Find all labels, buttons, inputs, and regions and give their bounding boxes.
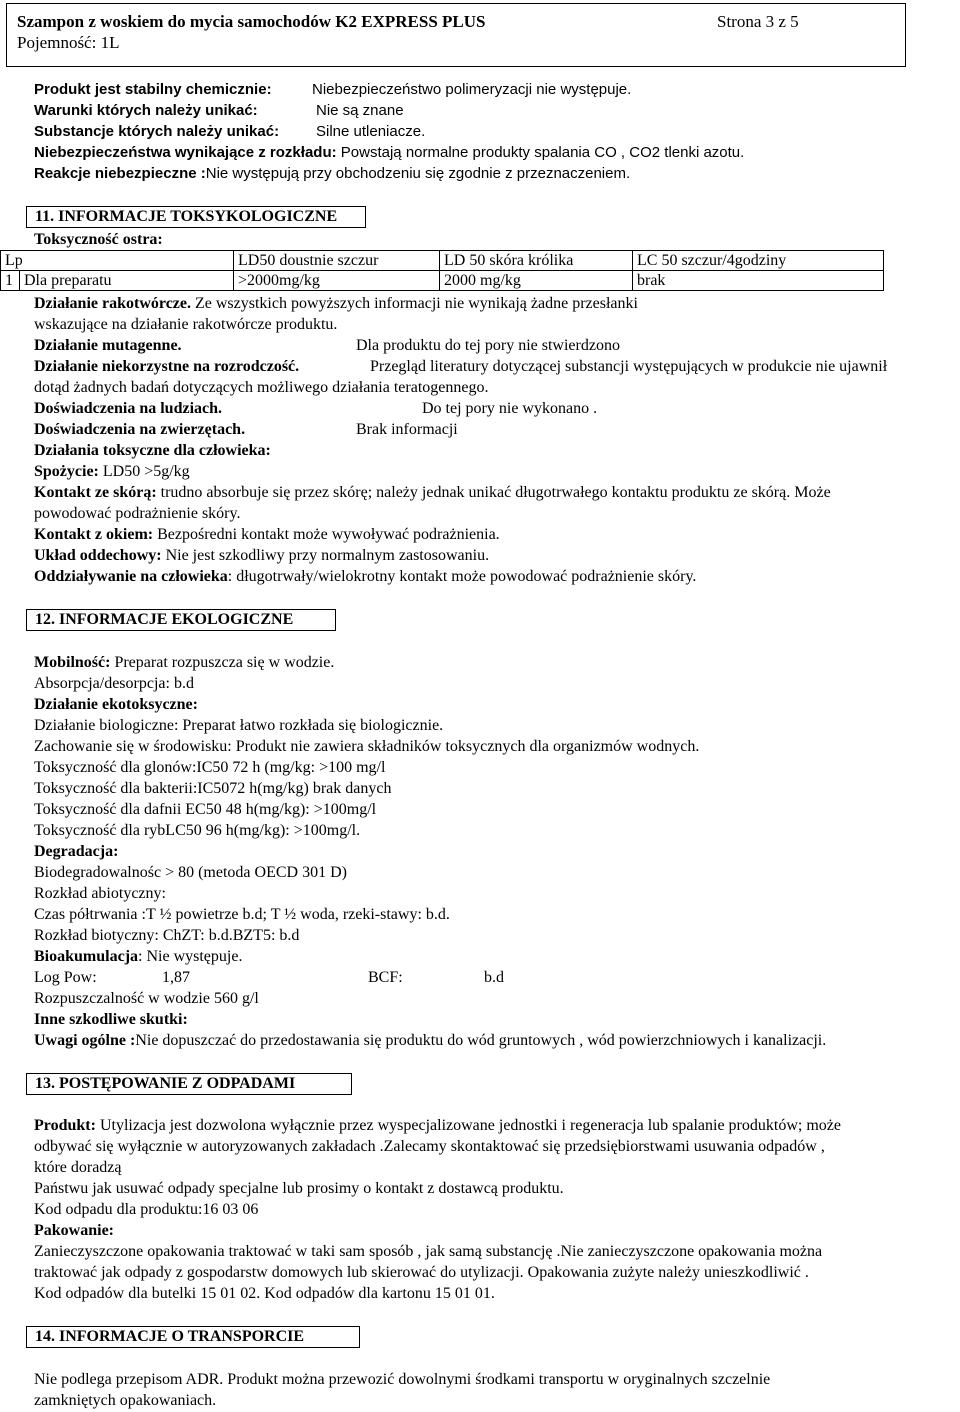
human-toxic-effects-label: Działania toksyczne dla człowieka: — [34, 442, 271, 459]
biological-effect: Działanie biologiczne: Preparat łatwo rozkłada się biologicznie. — [34, 717, 444, 734]
fish-toxicity: Toksyczność dla rybLC50 96 h(mg/kg): >100mg/l. — [34, 822, 361, 839]
waste-code: Kod odpadu dla produktu:16 03 06 — [34, 1201, 259, 1218]
decomposition-label: Niebezpieczeństwa wynikające z rozkładu: — [34, 144, 337, 161]
packaging-text-2: traktować jak odpady z gospodarstw domowych lub skierować do utylizacji. Opakowania zużyte należy unieszkodliwić . — [34, 1264, 809, 1281]
ecotoxic-label: Działanie ekotoksyczne: — [34, 696, 198, 713]
table-row — [1, 271, 884, 291]
packaging-text-1: Zanieczyszczone opakowania traktować w taki sam sposób , jak samą substancję .Nie zanieczyszczone opakowania można — [34, 1243, 823, 1260]
reactions-value: Nie występują przy obchodzeniu się zgodnie z przeznaczeniem. — [205, 165, 631, 182]
respiratory-value: Nie jest szkodliwy przy normalnym zastosowaniu. — [161, 547, 490, 564]
stability-value: Niebezpieczeństwo polimeryzacji nie występuje. — [312, 81, 632, 98]
bioaccumulation-line — [34, 947, 242, 967]
skin-contact-value: trudno absorbuje się przez skórę; należy jednak unikać długotrwałego kontaktu produktu ze skórą. Może — [156, 484, 831, 501]
packaging-text-3: Kod odpadów dla butelki 15 01 02. Kod odpadów dla kartonu 15 01 01. — [34, 1285, 495, 1302]
water-solubility: Rozpuszczalność w wodzie 560 g/l — [34, 990, 259, 1007]
section-13-title: 13. POSTĘPOWANIE Z ODPADAMI — [26, 1073, 352, 1095]
animal-experience-value: Brak informacji — [356, 421, 458, 438]
general-remarks-value: Nie dopuszczać do przedostawania się produktu do wód gruntowych , wód powierzchniowych i kanalizacji. — [135, 1032, 827, 1049]
absorption: Absorpcja/desorpcja: b.d — [34, 675, 194, 692]
skin-contact-value-2: powodować podrażnienie skóry. — [34, 505, 241, 522]
stability-label: Produkt jest stabilny chemicznie: — [34, 81, 272, 98]
half-life: Czas półtrwania :T ½ powietrze b.d; T ½ woda, rzeki-stawy: b.d. — [34, 906, 450, 923]
ingestion-label: Spożycie: — [34, 463, 99, 480]
reproductive-value: Przegląd literatury dotyczącej substancji występujących w produkcie nie ujawnił — [370, 358, 888, 375]
decomposition-line — [34, 143, 744, 163]
bioaccumulation-value: : Nie występuje. — [138, 948, 243, 965]
carcinogenic-value: Ze wszystkich powyższych informacji nie wynikają żadne przesłanki — [195, 295, 638, 312]
avoid-conditions-value: Nie są znane — [316, 102, 404, 119]
algae-toxicity: Toksyczność dla glonów:IC50 72 h (mg/kg: >100 mg/l — [34, 759, 386, 776]
reactions-label: Reakcje niebezpieczne : — [34, 165, 206, 182]
daphnia-toxicity: Toksyczność dla dafnii EC50 48 h(mg/kg): >100mg/l — [34, 801, 377, 818]
skin-contact-line — [34, 483, 831, 503]
product-title: Szampon z woskiem do mycia samochodów K2 EXPRESS PLUS — [17, 12, 486, 31]
document-header — [6, 3, 906, 67]
table-cell: brak — [633, 271, 884, 291]
table-cell: 1 — [1, 271, 20, 291]
carcinogenic-label: Działanie rakotwórcze. — [34, 295, 191, 312]
human-effect-line — [34, 567, 696, 587]
carcinogenic-line — [34, 294, 638, 314]
bacteria-toxicity: Toksyczność dla bakterii:IC5072 h(mg/kg) brak danych — [34, 780, 392, 797]
respiratory-label: Układ oddechowy: — [34, 547, 162, 564]
table-header-cell: LC 50 szczur/4godziny — [633, 251, 884, 271]
product-disposal-label: Produkt: — [34, 1117, 96, 1134]
carcinogenic-value-2: wskazujące na działanie rakotwórcze produktu. — [34, 316, 338, 333]
human-experience-value: Do tej pory nie wykonano . — [422, 400, 598, 417]
biodegradability: Biodegradowalnośc > 80 (metoda OECD 301 D) — [34, 864, 347, 881]
log-pow-value: 1,87 — [162, 969, 190, 986]
product-disposal-value-3: które doradzą — [34, 1159, 122, 1176]
ingestion-line — [34, 462, 190, 482]
table-cell: 2000 mg/kg — [440, 271, 633, 291]
skin-contact-label: Kontakt ze skórą: — [34, 484, 157, 501]
abiotic-degradation: Rozkład abiotyczny: — [34, 885, 166, 902]
transport-text-2: zamkniętych opakowaniach. — [34, 1392, 217, 1409]
mutagenic-label: Działanie mutagenne. — [34, 337, 182, 354]
toxicity-table — [0, 250, 884, 291]
section-14-title: 14. INFORMACJE O TRANSPORCIE — [26, 1326, 360, 1348]
reactions-line — [34, 164, 630, 184]
bcf-label: BCF: — [368, 969, 403, 986]
human-experience-label: Doświadczenia na ludziach. — [34, 400, 223, 417]
table-header-cell: Lp — [1, 251, 234, 271]
mobility-line — [34, 653, 334, 673]
eye-contact-value: Bezpośredni kontakt może wywoływać podrażnienia. — [153, 526, 500, 543]
degradation-label: Degradacja: — [34, 843, 119, 860]
human-effect-value: : długotrwały/wielokrotny kontakt może powodować podrażnienie skóry. — [227, 568, 697, 585]
eye-contact-line — [34, 525, 500, 545]
ingestion-value: LD50 >5g/kg — [98, 463, 190, 480]
human-effect-label: Oddziaływanie na człowieka — [34, 568, 228, 585]
environment-behaviour: Zachowanie się w środowisku: Produkt nie zawiera składników toksycznych dla organizmów wodnych. — [34, 738, 700, 755]
avoid-substances-value: Silne utleniacze. — [316, 123, 426, 140]
general-remarks-line — [34, 1031, 826, 1051]
product-disposal-line — [34, 1116, 841, 1136]
bioaccumulation-label: Bioakumulacja — [34, 948, 139, 965]
product-disposal-value-4: Państwu jak usuwać odpady specjalne lub prosimy o kontakt z dostawcą produktu. — [34, 1180, 564, 1197]
table-header-cell: LD 50 skóra królika — [440, 251, 633, 271]
animal-experience-label: Doświadczenia na zwierzętach. — [34, 421, 246, 438]
avoid-conditions-label: Warunki których należy unikać: — [34, 102, 258, 119]
eye-contact-label: Kontakt z okiem: — [34, 526, 154, 543]
table-cell: >2000mg/kg — [234, 271, 440, 291]
mobility-value: Preparat rozpuszcza się w wodzie. — [110, 654, 335, 671]
bcf-value: b.d — [484, 969, 504, 986]
log-pow-label: Log Pow: — [34, 969, 97, 986]
packaging-label: Pakowanie: — [34, 1222, 114, 1239]
transport-text-1: Nie podlega przepisom ADR. Produkt można przewozić dowolnymi środkami transportu w oryginalnych szczelnie — [34, 1371, 771, 1388]
product-disposal-value-2: odbywać się wyłącznie w autoryzowanych zakładach .Zalecamy skontaktować się przedsiębiorstwami usuwania odpadów , — [34, 1138, 825, 1155]
avoid-substances-label: Substancje których należy unikać: — [34, 123, 280, 140]
capacity: Pojemność: 1L — [17, 33, 120, 52]
product-disposal-value: Utylizacja jest dozwolona wyłącznie przez wyspecjalizowane jednostki i regeneracja lub spalanie produktów; może — [95, 1117, 841, 1134]
acute-toxicity-label: Toksyczność ostra: — [34, 231, 163, 248]
reproductive-label: Działanie niekorzystne na rozrodczość. — [34, 358, 300, 375]
section-11-title: 11. INFORMACJE TOKSYKOLOGICZNE — [26, 206, 366, 228]
table-cell: Dla preparatu — [20, 271, 234, 291]
mutagenic-value: Dla produktu do tej pory nie stwierdzono — [356, 337, 620, 354]
decomposition-value: Powstają normalne produkty spalania CO , CO2 tlenki azotu. — [340, 144, 745, 161]
table-header-cell: LD50 doustnie szczur — [234, 251, 440, 271]
page-number: Strona 3 z 5 — [717, 12, 799, 31]
table-header-row — [1, 251, 884, 271]
mobility-label: Mobilność: — [34, 654, 111, 671]
reproductive-value-2: dotąd żadnych badań dotyczących możliwego działania teratogennego. — [34, 379, 489, 396]
biotic-degradation: Rozkład biotyczny: ChZT: b.d.BZT5: b.d — [34, 927, 300, 944]
other-effects-label: Inne szkodliwe skutki: — [34, 1011, 188, 1028]
section-12-title: 12. INFORMACJE EKOLOGICZNE — [26, 609, 336, 631]
general-remarks-label: Uwagi ogólne : — [34, 1032, 136, 1049]
respiratory-line — [34, 546, 489, 566]
